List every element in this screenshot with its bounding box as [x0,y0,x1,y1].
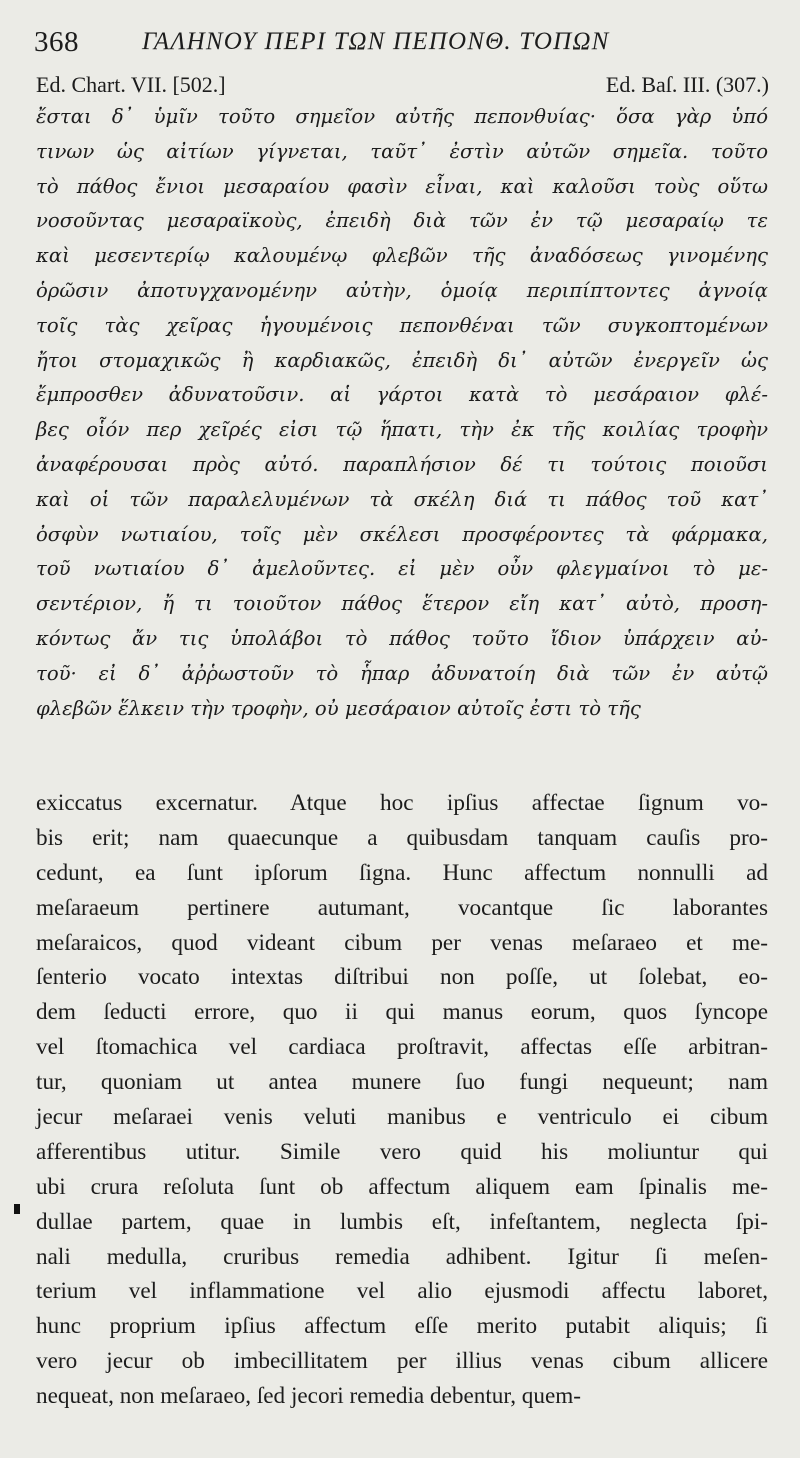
latin-text-line: ſenterio vocato intextas diſtribui non poſſe, ut ſolebat, eo- [36,964,768,991]
latin-text-line: tur, quoniam ut antea munere ſuo fungi nequeunt; nam [36,1069,768,1096]
greek-text-line: ἔμπροσθεν ἀδυνατοῦσιν. αἱ γάρτοι κατὰ τὸ μεσάραιον φλέ- [36,383,768,407]
page-number: 368 [34,26,79,58]
greek-text-line: νοσοῦντας μεσαραϊκοὺς, ἐπειδὴ διὰ τῶν ἐν τῷ μεσαραίῳ τε [36,209,768,233]
greek-text-line: καὶ μεσεντερίῳ καλουμένῳ φλεβῶν τῆς ἀναδόσεως γινομένης [36,244,768,268]
latin-text-line: meſaraeum pertinere autumant, vocantque ſic laborantes [36,894,768,921]
page-header [34,26,772,66]
greek-text-block [36,100,768,726]
latin-text-line: nequeat, non meſaraeo, ſed jecori remedia debentur, quem- [36,1383,582,1410]
latin-text-line: dem ſeducti errore, quo ii qui manus eorum, quos ſyncope [36,999,768,1026]
greek-text-line: τινων ὡς αἰτίων γίγνεται, ταῦτ᾽ ἐστὶν αὐτῶν σημεῖα. τοῦτο [36,139,768,163]
edition-reference-right: Ed. Baſ. III. (307.) [605,72,769,97]
greek-text-line: τὸ πάθος ἔνιοι μεσαραίου φασὶν εἶναι, καὶ καλοῦσι τοὺς οὕτω [36,174,768,198]
latin-text-line: afferentibus utitur. Simile vero quid his moliuntur qui [36,1138,768,1165]
running-title: ΓΑΛΗΝΟΥ ΠΕΡΙ ΤΩΝ ΠΕΠΟΝΘ. ΤΟΠΩΝ [142,28,610,55]
latin-text-line: hunc proprium ipſius affectum eſſe merito putabit aliquis; ſi [36,1313,768,1340]
bleed-through-text [210,756,770,782]
greek-text-line: σεντέριον, ἤ τι τοιοῦτον πάθος ἕτερον εἴη κατ᾽ αὐτὸ, προση- [36,592,768,616]
greek-text-line: κόντως ἄν τις ὑπολάβοι τὸ πάθος τοῦτο ἴδιον ὑπάρχειν αὐ- [36,626,768,650]
latin-text-line: dullae partem, quae in lumbis eſt, infeſtantem, neglecta ſpi- [36,1208,768,1235]
greek-text-line: τοῦ νωτιαίου δ᾽ ἀμελοῦντες. εἰ μὲν οὖν φλεγμαίνοι τὸ με- [36,557,768,581]
greek-text-line: ὁρῶσιν ἀποτυγχανομένην αὐτὴν, ὁμοίᾳ περιπίπτοντες ἀγνοίᾳ [36,278,768,302]
greek-text-line: ἤτοι στομαχικῶς ἢ καρδιακῶς, ἐπειδὴ δι᾽ αὐτῶν ἐνεργεῖν ὡς [36,348,768,372]
greek-text-line: φλεβῶν ἕλκειν τὴν τροφὴν, οὐ μεσάραιον αὐτοῖς ἐστι τὸ τῆς [36,696,641,720]
latin-text-line: vel ſtomachica vel cardiaca proſtravit, affectas eſſe arbitran- [36,1034,768,1061]
margin-mark [14,1204,20,1214]
greek-text-line: καὶ οἱ τῶν παραλελυμένων τὰ σκέλη διά τι πάθος τοῦ κατ᾽ [36,487,768,511]
latin-text-line: terium vel inflammatione vel alio ejusmodi affectu laboret, [36,1278,768,1305]
latin-text-line: vero jecur ob imbecillitatem per illius venas cibum allicere [36,1348,768,1375]
greek-text-line: βες οἷόν περ χεῖρές εἰσι τῷ ἥπατι, τὴν ἐκ τῆς κοιλίας τροφὴν [36,418,768,442]
latin-text-line: exiccatus excernatur. Atque hoc ipſius affectae ſignum vo- [36,790,768,816]
greek-text-line: τοῖς τὰς χεῖρας ἡγουμένοις πεπονθέναι τῶν συγκοπτομένων [36,313,768,337]
latin-text-line: jecur meſaraei venis veluti manibus e ventriculo ei cibum [36,1104,768,1131]
latin-text-line: bis erit; nam quaecunque a quibusdam tanquam cauſis pro- [36,824,768,851]
greek-text-line: ἔσται δ᾽ ὑμῖν τοῦτο σημεῖον αὐτῆς πεπονθυίας· ὅσα γὰρ ὑπό [36,105,768,128]
latin-text-block [36,786,768,1414]
latin-text-line: nali medulla, cruribus remedia adhibent. Igitur ſi meſen- [36,1243,768,1270]
edition-reference-left: Ed. Chart. VII. [502.] [36,72,226,97]
latin-text-line: ubi crura reſoluta ſunt ob affectum aliquem eam ſpinalis me- [36,1173,768,1200]
greek-text-line: ἀναφέρουσαι πρὸς αὐτό. παραπλήσιον δέ τι τούτοις ποιοῦσι [36,452,768,476]
greek-text-line: τοῦ· εἰ δ᾽ ἀῤῥωστοῦν τὸ ἧπαρ ἀδυνατοίη διὰ τῶν ἐν αὐτῷ [36,661,768,685]
greek-text-line: ὀσφὺν νωτιαίου, τοῖς μὲν σκέλεσι προσφέροντες τὰ φάρμακα, [36,522,768,546]
latin-text-line: cedunt, ea ſunt ipſorum ſigna. Hunc affectum nonnulli ad [36,859,768,886]
latin-text-line: meſaraicos, quod videant cibum per venas meſaraeo et me- [36,929,768,956]
